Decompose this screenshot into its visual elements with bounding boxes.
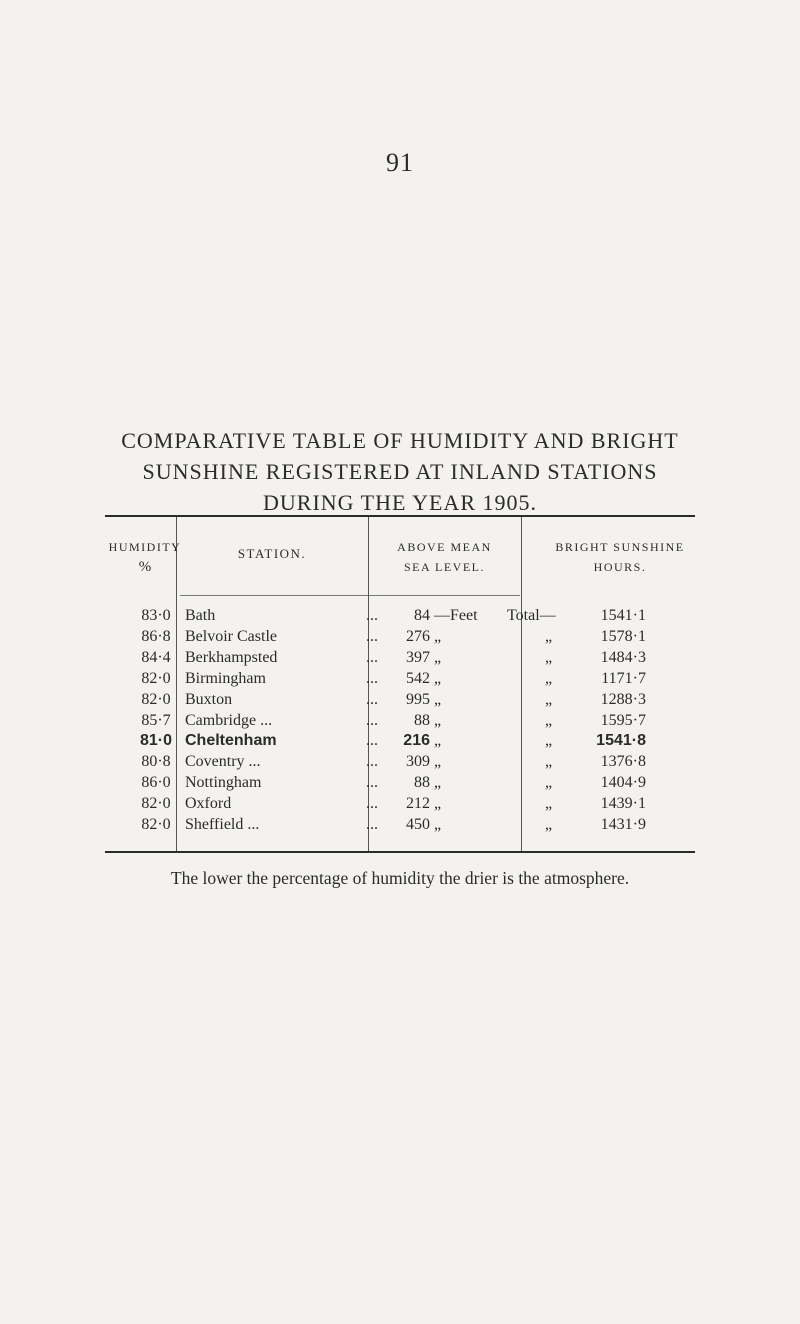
humidity-cell: 82·0 [141,669,171,687]
ditto-mark: „ [545,774,553,792]
altitude-unit: „ [434,711,442,729]
humidity-cell: 81·0 [139,732,173,750]
station-cell: Sheffield ... [185,816,260,833]
leader-dots: ... [366,816,378,833]
sunshine-cell: 1439·1 [600,795,646,813]
ditto-mark: „ [545,732,553,750]
altitude-cell: 276 [406,627,430,645]
total-label: Total— [507,607,556,624]
sunshine-cell: 1484·3 [600,648,646,666]
altitude-unit: —Feet [434,607,478,624]
page-number: 91 [386,148,414,177]
title-line-3: DURING THE YEAR 1905. [263,490,537,515]
page-title [0,425,800,518]
leader-dots: ... [366,711,378,729]
leader-dots: ... [366,690,378,708]
header-humidity: HUMIDITY % [108,540,182,575]
humidity-cell: 86·0 [141,774,171,792]
station-cell: Bath [185,607,216,624]
station-cell: Oxford [185,795,232,813]
leader-dots: ... [366,607,378,624]
ditto-mark: „ [545,753,553,771]
altitude-unit: „ [434,795,442,813]
station-cell: Belvoir Castle [185,627,277,645]
humidity-cell: 85·7 [141,711,171,729]
sunshine-cell: 1288·3 [600,690,646,708]
ditto-mark: „ [545,648,553,666]
sunshine-cell: 1541·1 [600,607,646,624]
station-cell: Buxton [185,690,233,708]
title-line-2: SUNSHINE REGISTERED AT INLAND STATIONS [142,459,658,484]
station-cell: Coventry ... [185,753,261,771]
station-cell: Nottingham [185,774,262,792]
altitude-cell: 450 [406,816,430,833]
table-row [0,627,800,647]
ditto-mark: „ [545,627,553,645]
table-row [0,648,800,668]
ditto-mark: „ [545,711,553,729]
altitude-unit: „ [434,774,442,792]
altitude-unit: „ [434,648,442,666]
altitude-cell: 397 [406,648,430,666]
leader-dots: ... [366,795,378,813]
sunshine-cell: 1431·9 [600,816,646,833]
station-cell: Cambridge ... [185,711,273,729]
altitude-unit: „ [434,690,442,708]
header-separator-rule [180,595,520,596]
humidity-cell: 83·0 [141,607,171,624]
altitude-cell: 88 [414,774,430,792]
header-altitude: ABOVE MEAN SEA LEVEL. [397,540,492,574]
leader-dots: ... [366,732,378,750]
humidity-cell: 82·0 [141,816,171,833]
altitude-unit: „ [434,732,442,750]
altitude-cell: 84 [414,607,430,624]
leader-dots: ... [366,648,378,666]
sunshine-cell: 1541·8 [596,732,646,750]
ditto-mark: „ [545,816,553,833]
leader-dots: ... [366,753,378,771]
table-row [0,794,800,814]
table-bottom-rule [105,851,695,853]
humidity-cell: 82·0 [141,690,171,708]
leader-dots: ... [366,774,378,792]
altitude-cell: 212 [406,795,430,813]
altitude-cell: 542 [406,669,430,687]
altitude-unit: „ [434,627,442,645]
altitude-unit: „ [434,753,442,771]
table-row [0,690,800,710]
station-cell: Birmingham [185,669,266,687]
altitude-cell: 309 [406,753,430,771]
table-row [0,711,800,731]
altitude-cell: 88 [414,711,430,729]
altitude-cell: 995 [406,690,430,708]
leader-dots: ... [366,669,378,687]
altitude-cell: 216 [403,732,430,750]
table-row [0,815,800,835]
sunshine-cell: 1171·7 [601,669,646,687]
humidity-cell: 86·8 [141,627,171,645]
sunshine-cell: 1595·7 [600,711,646,729]
altitude-unit: „ [434,669,442,687]
table-row [0,773,800,793]
sunshine-cell: 1376·8 [600,753,646,771]
humidity-cell: 84·4 [141,648,171,666]
table-top-rule [105,515,695,517]
table-row [0,731,800,751]
table-row [0,606,800,626]
table-row [0,669,800,689]
ditto-mark: „ [545,690,553,708]
ditto-mark: „ [545,669,553,687]
sunshine-cell: 1578·1 [600,627,646,645]
leader-dots: ... [366,627,378,645]
header-station: STATION. [237,546,307,561]
humidity-cell: 82·0 [141,795,171,813]
altitude-unit: „ [434,816,442,833]
title-line-1: COMPARATIVE TABLE OF HUMIDITY AND BRIGHT [121,428,679,453]
header-sunshine: BRIGHT SUNSHINE HOURS. [555,540,685,574]
station-cell: Cheltenham [185,732,277,750]
table-row [0,752,800,772]
sunshine-cell: 1404·9 [600,774,646,792]
ditto-mark: „ [545,795,553,813]
humidity-cell: 80·8 [141,753,171,771]
footnote: The lower the percentage of humidity the drier is the atmosphere. [170,868,630,888]
station-cell: Berkhampsted [185,648,278,666]
